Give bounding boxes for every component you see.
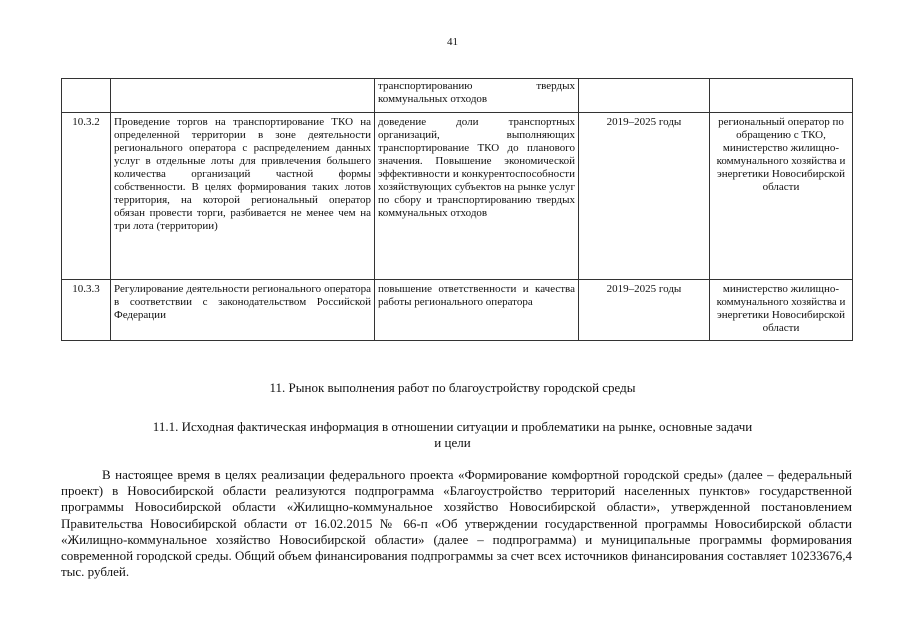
cell-activity: Проведение торгов на транспортирование ТКО на определенной территории в зоне деятельности регионального оператора с распределением данных услуг в отдельные лоты для привлечения большего количества организаций частной формы собственности. В целях формирования таких лотов территория, на которой региональный оператор обязан провести торги, разбивается не менее чем на три лота (территории) bbox=[111, 113, 375, 280]
cell-period: 2019–2025 годы bbox=[579, 113, 710, 280]
body-paragraph: В настоящее время в целях реализации федерального проекта «Формирование комфортной городской среды» (далее – федеральный проект) в Новосибирской области реализуются подпрограмма «Благоустройство территорий населенных пунктов» государственной программы Новосибирской области «Жилищно-коммунальное хозяйство Новосибирской области», утвержденной постановлением Правительства Новосибирской области от 16.02.2015 № 66-п «Об утверждении государственной программы Новосибирской области «Жилищно-коммунальное хозяйство Новосибирской области» (далее – подпрограмма) и муниципальные программы формирования современной городской среды. Общий объем финансирования подпрограммы за счет всех источников финансирования составляет 10233676,4 тыс. рублей. bbox=[61, 467, 852, 580]
cell-result: повышение ответственности и качества работы регионального оператора bbox=[375, 280, 579, 341]
cell-period: 2019–2025 годы bbox=[579, 280, 710, 341]
cell-activity: Регулирование деятельности регионального оператора в соответствии с законодательством Российской Федерации bbox=[111, 280, 375, 341]
cell-executor: министерство жилищно-коммунального хозяйства и энергетики Новосибирской области bbox=[710, 280, 853, 341]
subsection-title: 11.1. Исходная фактическая информация в отношении ситуации и проблематики на рынке, основные задачи и цели bbox=[152, 419, 753, 450]
cell-number bbox=[62, 79, 111, 113]
cell-executor: региональный оператор по обращению с ТКО, министерство жилищно-коммунального хозяйства и энергетики Новосибирской области bbox=[710, 113, 853, 280]
cell-number: 10.3.3 bbox=[62, 280, 111, 341]
cell-number: 10.3.2 bbox=[62, 113, 111, 280]
cell-result: транспортированию твердых коммунальных отходов bbox=[375, 79, 579, 113]
table-row bbox=[62, 113, 853, 280]
section-title: 11. Рынок выполнения работ по благоустройству городской среды bbox=[269, 380, 636, 395]
cell-activity bbox=[111, 79, 375, 113]
page-number: 41 bbox=[447, 36, 458, 48]
cell-period bbox=[579, 79, 710, 113]
cell-executor bbox=[710, 79, 853, 113]
table-row bbox=[62, 79, 853, 113]
table-row bbox=[62, 280, 853, 341]
measures-table bbox=[61, 78, 853, 341]
cell-result: доведение доли транспортных организаций, выполняющих транспортирование ТКО до планового значения. Повышение экономической эффективности и конкурентоспособности хозяйствующих субъектов на рынке услуг по сбору и транспортированию твердых коммунальных отходов bbox=[375, 113, 579, 280]
